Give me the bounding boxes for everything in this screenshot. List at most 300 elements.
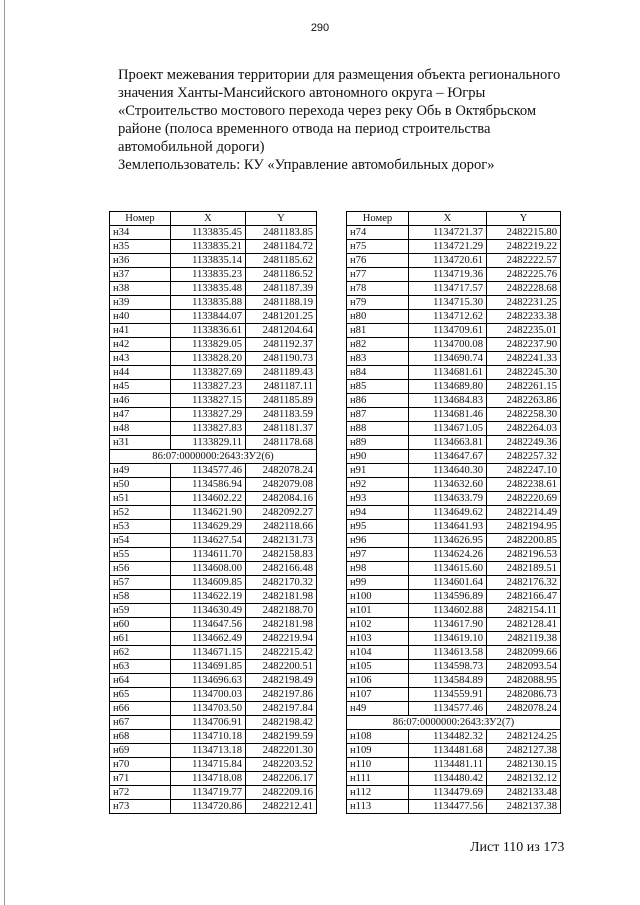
y-coordinate-cell: 2482212.41 [246, 800, 317, 814]
x-coordinate-cell: 1133844.07 [171, 310, 246, 324]
y-coordinate-cell: 2482078.24 [487, 702, 561, 716]
x-coordinate-cell: 1134713.18 [171, 744, 246, 758]
table-row [347, 744, 561, 758]
y-coordinate-cell: 2482197.84 [246, 702, 317, 716]
table-row [110, 534, 317, 548]
table-row [110, 562, 317, 576]
point-number-cell: н69 [110, 744, 171, 758]
x-coordinate-cell: 1134719.77 [171, 786, 246, 800]
y-coordinate-cell: 2481192.37 [246, 338, 317, 352]
x-coordinate-cell: 1133835.21 [171, 240, 246, 254]
y-coordinate-cell: 2482088.95 [487, 674, 561, 688]
x-coordinate-cell: 1134621.90 [171, 506, 246, 520]
y-coordinate-cell: 2482209.16 [246, 786, 317, 800]
x-coordinate-cell: 1134647.67 [409, 450, 487, 464]
x-coordinate-cell: 1134671.15 [171, 646, 246, 660]
point-number-cell: н96 [347, 534, 409, 548]
column-header-y: Y [246, 212, 317, 226]
y-coordinate-cell: 2482133.48 [487, 786, 561, 800]
y-coordinate-cell: 2482128.41 [487, 618, 561, 632]
table-row [347, 506, 561, 520]
x-coordinate-cell: 1134613.58 [409, 646, 487, 660]
table-row [347, 464, 561, 478]
table-row [110, 772, 317, 786]
y-coordinate-cell: 2481178.68 [246, 436, 317, 450]
y-coordinate-cell: 2482233.38 [487, 310, 561, 324]
column-header-number: Номер [347, 212, 409, 226]
point-number-cell: н108 [347, 730, 409, 744]
point-number-cell: н99 [347, 576, 409, 590]
point-number-cell: н61 [110, 632, 171, 646]
x-coordinate-cell: 1134718.08 [171, 772, 246, 786]
x-coordinate-cell: 1133835.23 [171, 268, 246, 282]
x-coordinate-cell: 1134721.37 [409, 226, 487, 240]
table-row [347, 660, 561, 674]
y-coordinate-cell: 2481185.89 [246, 394, 317, 408]
table-header-row [347, 212, 561, 226]
table-row [110, 800, 317, 814]
x-coordinate-cell: 1133827.15 [171, 394, 246, 408]
table-row [110, 758, 317, 772]
table-row [110, 786, 317, 800]
y-coordinate-cell: 2482158.83 [246, 548, 317, 562]
point-number-cell: н58 [110, 590, 171, 604]
point-number-cell: н91 [347, 464, 409, 478]
table-row [110, 282, 317, 296]
point-number-cell: н87 [347, 408, 409, 422]
x-coordinate-cell: 1134720.61 [409, 254, 487, 268]
table-row [110, 338, 317, 352]
point-number-cell: н72 [110, 786, 171, 800]
y-coordinate-cell: 2482197.86 [246, 688, 317, 702]
table-row [110, 520, 317, 534]
x-coordinate-cell: 1134681.46 [409, 408, 487, 422]
y-coordinate-cell: 2482235.01 [487, 324, 561, 338]
column-header-y: Y [487, 212, 561, 226]
table-row [110, 492, 317, 506]
x-coordinate-cell: 1134717.57 [409, 282, 487, 296]
y-coordinate-cell: 2482130.15 [487, 758, 561, 772]
x-coordinate-cell: 1134632.60 [409, 478, 487, 492]
x-coordinate-cell: 1133827.69 [171, 366, 246, 380]
table-row [110, 436, 317, 450]
point-number-cell: н85 [347, 380, 409, 394]
y-coordinate-cell: 2482166.47 [487, 590, 561, 604]
y-coordinate-cell: 2481190.73 [246, 352, 317, 366]
coordinates-table-left [109, 211, 317, 814]
point-number-cell: н102 [347, 618, 409, 632]
table-row [110, 296, 317, 310]
point-number-cell: н63 [110, 660, 171, 674]
y-coordinate-cell: 2481201.25 [246, 310, 317, 324]
point-number-cell: н43 [110, 352, 171, 366]
point-number-cell: н37 [110, 268, 171, 282]
table-row [110, 548, 317, 562]
y-coordinate-cell: 2482200.51 [246, 660, 317, 674]
coordinates-table-right [346, 211, 561, 814]
y-coordinate-cell: 2482258.30 [487, 408, 561, 422]
point-number-cell: н65 [110, 688, 171, 702]
point-number-cell: н100 [347, 590, 409, 604]
x-coordinate-cell: 1133836.61 [171, 324, 246, 338]
table-row [110, 408, 317, 422]
x-coordinate-cell: 1134633.79 [409, 492, 487, 506]
x-coordinate-cell: 1134709.61 [409, 324, 487, 338]
point-number-cell: н40 [110, 310, 171, 324]
table-row [347, 240, 561, 254]
point-number-cell: н98 [347, 562, 409, 576]
y-coordinate-cell: 2482196.53 [487, 548, 561, 562]
point-number-cell: н101 [347, 604, 409, 618]
table-row [110, 324, 317, 338]
table-row [347, 338, 561, 352]
x-coordinate-cell: 1134700.08 [409, 338, 487, 352]
x-coordinate-cell: 1134577.46 [171, 464, 246, 478]
point-number-cell: н106 [347, 674, 409, 688]
point-number-cell: н81 [347, 324, 409, 338]
point-number-cell: н47 [110, 408, 171, 422]
point-number-cell: н57 [110, 576, 171, 590]
table-row [347, 534, 561, 548]
point-number-cell: н77 [347, 268, 409, 282]
column-header-x: X [409, 212, 487, 226]
x-coordinate-cell: 1134622.19 [171, 590, 246, 604]
table-row [110, 310, 317, 324]
y-coordinate-cell: 2482225.76 [487, 268, 561, 282]
y-coordinate-cell: 2482194.95 [487, 520, 561, 534]
heading-line: Проект межевания территории для размещения объекта регионального [118, 67, 561, 83]
x-coordinate-cell: 1134584.89 [409, 674, 487, 688]
table-row [347, 310, 561, 324]
y-coordinate-cell: 2482264.03 [487, 422, 561, 436]
table-row [347, 800, 561, 814]
y-coordinate-cell: 2482078.24 [246, 464, 317, 478]
y-coordinate-cell: 2482170.32 [246, 576, 317, 590]
x-coordinate-cell: 1134577.46 [409, 702, 487, 716]
point-number-cell: н39 [110, 296, 171, 310]
y-coordinate-cell: 2482214.49 [487, 506, 561, 520]
table-row [110, 618, 317, 632]
table-row [110, 590, 317, 604]
x-coordinate-cell: 1134663.81 [409, 436, 487, 450]
y-coordinate-cell: 2482219.22 [487, 240, 561, 254]
x-coordinate-cell: 1134601.64 [409, 576, 487, 590]
section-row [347, 716, 561, 730]
table-row [110, 226, 317, 240]
table-row [347, 324, 561, 338]
x-coordinate-cell: 1134696.63 [171, 674, 246, 688]
section-row [110, 450, 317, 464]
point-number-cell: н31 [110, 436, 171, 450]
point-number-cell: н107 [347, 688, 409, 702]
point-number-cell: н89 [347, 436, 409, 450]
y-coordinate-cell: 2481185.62 [246, 254, 317, 268]
point-number-cell: н49 [347, 702, 409, 716]
x-coordinate-cell: 1134700.03 [171, 688, 246, 702]
x-coordinate-cell: 1133835.14 [171, 254, 246, 268]
table-row [347, 296, 561, 310]
x-coordinate-cell: 1134712.62 [409, 310, 487, 324]
table-row [347, 632, 561, 646]
table-row [110, 268, 317, 282]
x-coordinate-cell: 1134559.91 [409, 688, 487, 702]
point-number-cell: н44 [110, 366, 171, 380]
y-coordinate-cell: 2481204.64 [246, 324, 317, 338]
x-coordinate-cell: 1134479.69 [409, 786, 487, 800]
x-coordinate-cell: 1134703.50 [171, 702, 246, 716]
x-coordinate-cell: 1134611.70 [171, 548, 246, 562]
point-number-cell: н55 [110, 548, 171, 562]
point-number-cell: н54 [110, 534, 171, 548]
y-coordinate-cell: 2482220.69 [487, 492, 561, 506]
point-number-cell: н66 [110, 702, 171, 716]
x-coordinate-cell: 1134721.29 [409, 240, 487, 254]
x-coordinate-cell: 1134706.91 [171, 716, 246, 730]
x-coordinate-cell: 1134481.68 [409, 744, 487, 758]
cadastral-section-label: 86:07:0000000:2643:ЗУ2(7) [347, 716, 561, 730]
table-row [110, 464, 317, 478]
coordinates-table-body [110, 226, 317, 814]
point-number-cell: н48 [110, 422, 171, 436]
x-coordinate-cell: 1134715.84 [171, 758, 246, 772]
table-row [347, 772, 561, 786]
y-coordinate-cell: 2482086.73 [487, 688, 561, 702]
point-number-cell: н94 [347, 506, 409, 520]
y-coordinate-cell: 2482131.73 [246, 534, 317, 548]
table-row [110, 576, 317, 590]
table-row [347, 604, 561, 618]
x-coordinate-cell: 1134681.61 [409, 366, 487, 380]
y-coordinate-cell: 2481187.39 [246, 282, 317, 296]
table-row [347, 730, 561, 744]
y-coordinate-cell: 2482181.98 [246, 618, 317, 632]
table-row [110, 674, 317, 688]
y-coordinate-cell: 2482166.48 [246, 562, 317, 576]
x-coordinate-cell: 1134481.11 [409, 758, 487, 772]
table-row [347, 226, 561, 240]
table-row [110, 730, 317, 744]
y-coordinate-cell: 2482188.70 [246, 604, 317, 618]
y-coordinate-cell: 2482215.80 [487, 226, 561, 240]
table-row [347, 548, 561, 562]
point-number-cell: н105 [347, 660, 409, 674]
heading-line: значения Ханты-Мансийского автономного округа – Югры [118, 85, 486, 101]
x-coordinate-cell: 1134640.30 [409, 464, 487, 478]
table-row [110, 688, 317, 702]
point-number-cell: н110 [347, 758, 409, 772]
x-coordinate-cell: 1134691.85 [171, 660, 246, 674]
column-header-x: X [171, 212, 246, 226]
table-row [347, 520, 561, 534]
y-coordinate-cell: 2482189.51 [487, 562, 561, 576]
heading-line: «Строительство мостового перехода через реку Обь в Октябрьском [118, 103, 537, 119]
point-number-cell: н50 [110, 478, 171, 492]
table-row [110, 744, 317, 758]
point-number-cell: н59 [110, 604, 171, 618]
x-coordinate-cell: 1133835.45 [171, 226, 246, 240]
y-coordinate-cell: 2481187.11 [246, 380, 317, 394]
column-header-number: Номер [110, 212, 171, 226]
point-number-cell: н38 [110, 282, 171, 296]
y-coordinate-cell: 2482247.10 [487, 464, 561, 478]
point-number-cell: н103 [347, 632, 409, 646]
table-row [110, 716, 317, 730]
table-row [347, 366, 561, 380]
y-coordinate-cell: 2482127.38 [487, 744, 561, 758]
table-row [347, 450, 561, 464]
y-coordinate-cell: 2482093.54 [487, 660, 561, 674]
point-number-cell: н80 [347, 310, 409, 324]
x-coordinate-cell: 1134627.54 [171, 534, 246, 548]
x-coordinate-cell: 1134719.36 [409, 268, 487, 282]
x-coordinate-cell: 1133829.11 [171, 436, 246, 450]
table-row [110, 646, 317, 660]
y-coordinate-cell: 2482237.90 [487, 338, 561, 352]
y-coordinate-cell: 2482198.42 [246, 716, 317, 730]
x-coordinate-cell: 1133835.48 [171, 282, 246, 296]
point-number-cell: н53 [110, 520, 171, 534]
x-coordinate-cell: 1134619.10 [409, 632, 487, 646]
coordinates-table-body [347, 226, 561, 814]
table-row [110, 394, 317, 408]
table-row [347, 674, 561, 688]
y-coordinate-cell: 2482241.33 [487, 352, 561, 366]
table-row [347, 422, 561, 436]
x-coordinate-cell: 1133835.88 [171, 296, 246, 310]
point-number-cell: н52 [110, 506, 171, 520]
x-coordinate-cell: 1133829.05 [171, 338, 246, 352]
y-coordinate-cell: 2481184.72 [246, 240, 317, 254]
table-row [347, 380, 561, 394]
y-coordinate-cell: 2482261.15 [487, 380, 561, 394]
point-number-cell: н90 [347, 450, 409, 464]
y-coordinate-cell: 2482099.66 [487, 646, 561, 660]
x-coordinate-cell: 1134615.60 [409, 562, 487, 576]
point-number-cell: н56 [110, 562, 171, 576]
point-number-cell: н75 [347, 240, 409, 254]
table-row [110, 632, 317, 646]
table-row [347, 282, 561, 296]
x-coordinate-cell: 1134602.22 [171, 492, 246, 506]
y-coordinate-cell: 2482215.42 [246, 646, 317, 660]
point-number-cell: н88 [347, 422, 409, 436]
point-number-cell: н76 [347, 254, 409, 268]
y-coordinate-cell: 2482084.16 [246, 492, 317, 506]
x-coordinate-cell: 1134720.86 [171, 800, 246, 814]
table-row [347, 576, 561, 590]
point-number-cell: н34 [110, 226, 171, 240]
point-number-cell: н111 [347, 772, 409, 786]
x-coordinate-cell: 1134649.62 [409, 506, 487, 520]
x-coordinate-cell: 1134609.85 [171, 576, 246, 590]
y-coordinate-cell: 2481181.37 [246, 422, 317, 436]
y-coordinate-cell: 2482118.66 [246, 520, 317, 534]
point-number-cell: н92 [347, 478, 409, 492]
table-row [110, 478, 317, 492]
table-row [110, 254, 317, 268]
x-coordinate-cell: 1134477.56 [409, 800, 487, 814]
y-coordinate-cell: 2482154.11 [487, 604, 561, 618]
x-coordinate-cell: 1134689.80 [409, 380, 487, 394]
y-coordinate-cell: 2482092.27 [246, 506, 317, 520]
x-coordinate-cell: 1134598.73 [409, 660, 487, 674]
point-number-cell: н35 [110, 240, 171, 254]
table-row [347, 758, 561, 772]
x-coordinate-cell: 1134608.00 [171, 562, 246, 576]
point-number-cell: н78 [347, 282, 409, 296]
table-row [347, 408, 561, 422]
x-coordinate-cell: 1134596.89 [409, 590, 487, 604]
x-coordinate-cell: 1134647.56 [171, 618, 246, 632]
table-row [110, 422, 317, 436]
table-row [347, 618, 561, 632]
heading-line: автомобильной дороги) [118, 139, 265, 155]
y-coordinate-cell: 2482222.57 [487, 254, 561, 268]
x-coordinate-cell: 1134602.88 [409, 604, 487, 618]
sheet-counter: Лист 110 из 173 [470, 840, 565, 855]
y-coordinate-cell: 2481188.19 [246, 296, 317, 310]
x-coordinate-cell: 1133827.29 [171, 408, 246, 422]
x-coordinate-cell: 1134662.49 [171, 632, 246, 646]
x-coordinate-cell: 1134671.05 [409, 422, 487, 436]
table-row [347, 590, 561, 604]
table-row [347, 702, 561, 716]
y-coordinate-cell: 2481183.59 [246, 408, 317, 422]
table-row [347, 646, 561, 660]
point-number-cell: н41 [110, 324, 171, 338]
table-row [347, 352, 561, 366]
x-coordinate-cell: 1133828.20 [171, 352, 246, 366]
y-coordinate-cell: 2482245.30 [487, 366, 561, 380]
point-number-cell: н71 [110, 772, 171, 786]
table-row [347, 394, 561, 408]
table-row [110, 240, 317, 254]
y-coordinate-cell: 2482198.49 [246, 674, 317, 688]
y-coordinate-cell: 2482200.85 [487, 534, 561, 548]
x-coordinate-cell: 1134629.29 [171, 520, 246, 534]
point-number-cell: н73 [110, 800, 171, 814]
scan-edge-line [4, 0, 5, 905]
land-user-line: Землепользователь: КУ «Управление автомобильных дорог» [118, 157, 495, 173]
point-number-cell: н74 [347, 226, 409, 240]
y-coordinate-cell: 2481189.43 [246, 366, 317, 380]
y-coordinate-cell: 2481186.52 [246, 268, 317, 282]
x-coordinate-cell: 1133827.23 [171, 380, 246, 394]
point-number-cell: н68 [110, 730, 171, 744]
point-number-cell: н70 [110, 758, 171, 772]
y-coordinate-cell: 2482124.25 [487, 730, 561, 744]
heading-line: районе (полоса временного отвода на период строительства [118, 121, 491, 137]
point-number-cell: н97 [347, 548, 409, 562]
y-coordinate-cell: 2482176.32 [487, 576, 561, 590]
table-row [347, 478, 561, 492]
point-number-cell: н86 [347, 394, 409, 408]
point-number-cell: н49 [110, 464, 171, 478]
x-coordinate-cell: 1134641.93 [409, 520, 487, 534]
document-heading [118, 66, 588, 174]
x-coordinate-cell: 1134626.95 [409, 534, 487, 548]
y-coordinate-cell: 2482203.52 [246, 758, 317, 772]
page-number: 290 [310, 22, 330, 34]
y-coordinate-cell: 2482119.38 [487, 632, 561, 646]
table-row [347, 786, 561, 800]
x-coordinate-cell: 1134482.32 [409, 730, 487, 744]
point-number-cell: н42 [110, 338, 171, 352]
point-number-cell: н82 [347, 338, 409, 352]
x-coordinate-cell: 1133827.83 [171, 422, 246, 436]
table-row [347, 436, 561, 450]
y-coordinate-cell: 2482201.30 [246, 744, 317, 758]
